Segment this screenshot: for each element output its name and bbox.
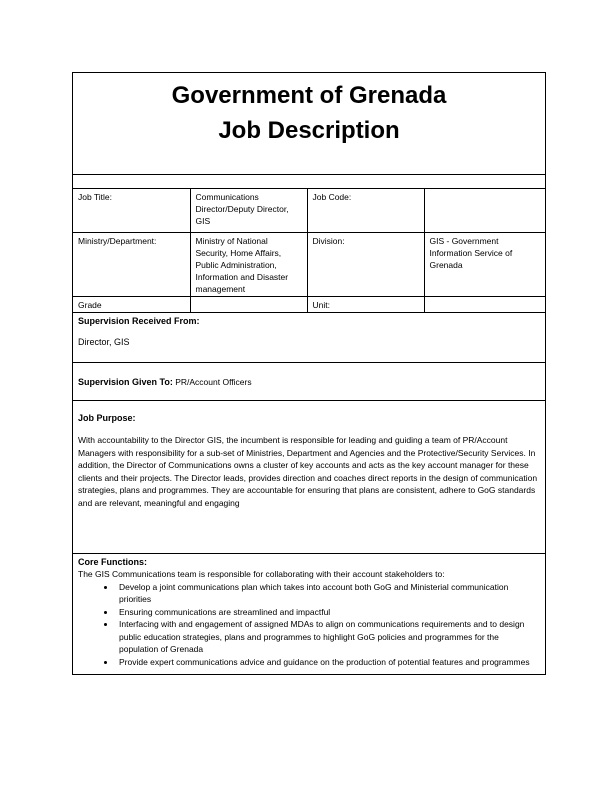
core-functions-section: [73, 554, 545, 675]
ministry-value: Ministry of National Security, Home Affairs, Public Administration, Information and Disaster management: [190, 232, 307, 296]
job-code-value: [424, 189, 545, 232]
division-value: GIS - Government Information Service of Grenada: [424, 232, 545, 296]
job-title-label: Job Title:: [73, 189, 190, 232]
core-functions-heading: Core Functions:: [78, 556, 147, 567]
table-row: [73, 189, 545, 232]
supervision-received-heading: Supervision Received From:: [78, 315, 200, 326]
supervision-given-heading: Supervision Given To:: [78, 376, 173, 387]
grade-value: [190, 296, 307, 312]
job-description-form: [72, 72, 546, 675]
supervision-received-value: Director, GIS: [78, 337, 130, 347]
job-title-value: Communications Director/Deputy Director, GIS: [190, 189, 307, 232]
job-purpose-section: [73, 401, 545, 554]
document-subtitle: Job Description: [218, 117, 400, 144]
core-functions-list: [78, 581, 540, 669]
list-item: • Develop a joint communications plan which takes into account both GoG and Ministerial communication priorities: [116, 581, 540, 606]
title-block: [73, 73, 545, 175]
job-purpose-heading: Job Purpose:: [78, 412, 136, 423]
supervision-given-section: [73, 363, 545, 401]
unit-label: Unit:: [307, 296, 424, 312]
list-item: • Provide expert communications advice and guidance on the production of potential features and programmes: [116, 656, 540, 669]
table-row: [73, 296, 545, 312]
job-purpose-text: With accountability to the Director GIS, the incumbent is responsible for leading and guiding a team of PR/Account Managers with responsibility for a sub-set of Ministries, Department and Agencies and the Protective/Security Services. In addition, the Director of Communications owns a cluster of key accounts and acts as the key account manager for these clients and their projects. The Director leads, provides direction and coaches direct reports in the design of communication strategies, plans and programmes. They are accountable for ensuring that plans are consistent, adhere to GoG standards and are relevant, meaningful and engaging: [78, 435, 538, 508]
supervision-given-value: PR/Account Officers: [172, 376, 252, 387]
unit-value: [424, 296, 545, 312]
list-item: • Ensuring communications are streamlined and impactful: [116, 606, 540, 619]
list-item: • Interfacing with and engagement of assigned MDAs to align on communications requirements and to design public education strategies, plans and programmes to highlight GoG policies and programmes for the population of Grenada: [116, 618, 540, 656]
job-code-label: Job Code:: [307, 189, 424, 232]
document-title: Government of Grenada: [171, 82, 447, 109]
job-info-table: [73, 189, 545, 313]
division-label: Division:: [307, 232, 424, 296]
supervision-received-section: [73, 313, 545, 363]
core-functions-intro: The GIS Communications team is responsible for collaborating with their account stakeholders to:: [78, 569, 445, 579]
ministry-label: Ministry/Department:: [73, 232, 190, 296]
table-row: [73, 232, 545, 296]
grade-label: Grade: [73, 296, 190, 312]
blank-row: [73, 175, 545, 189]
